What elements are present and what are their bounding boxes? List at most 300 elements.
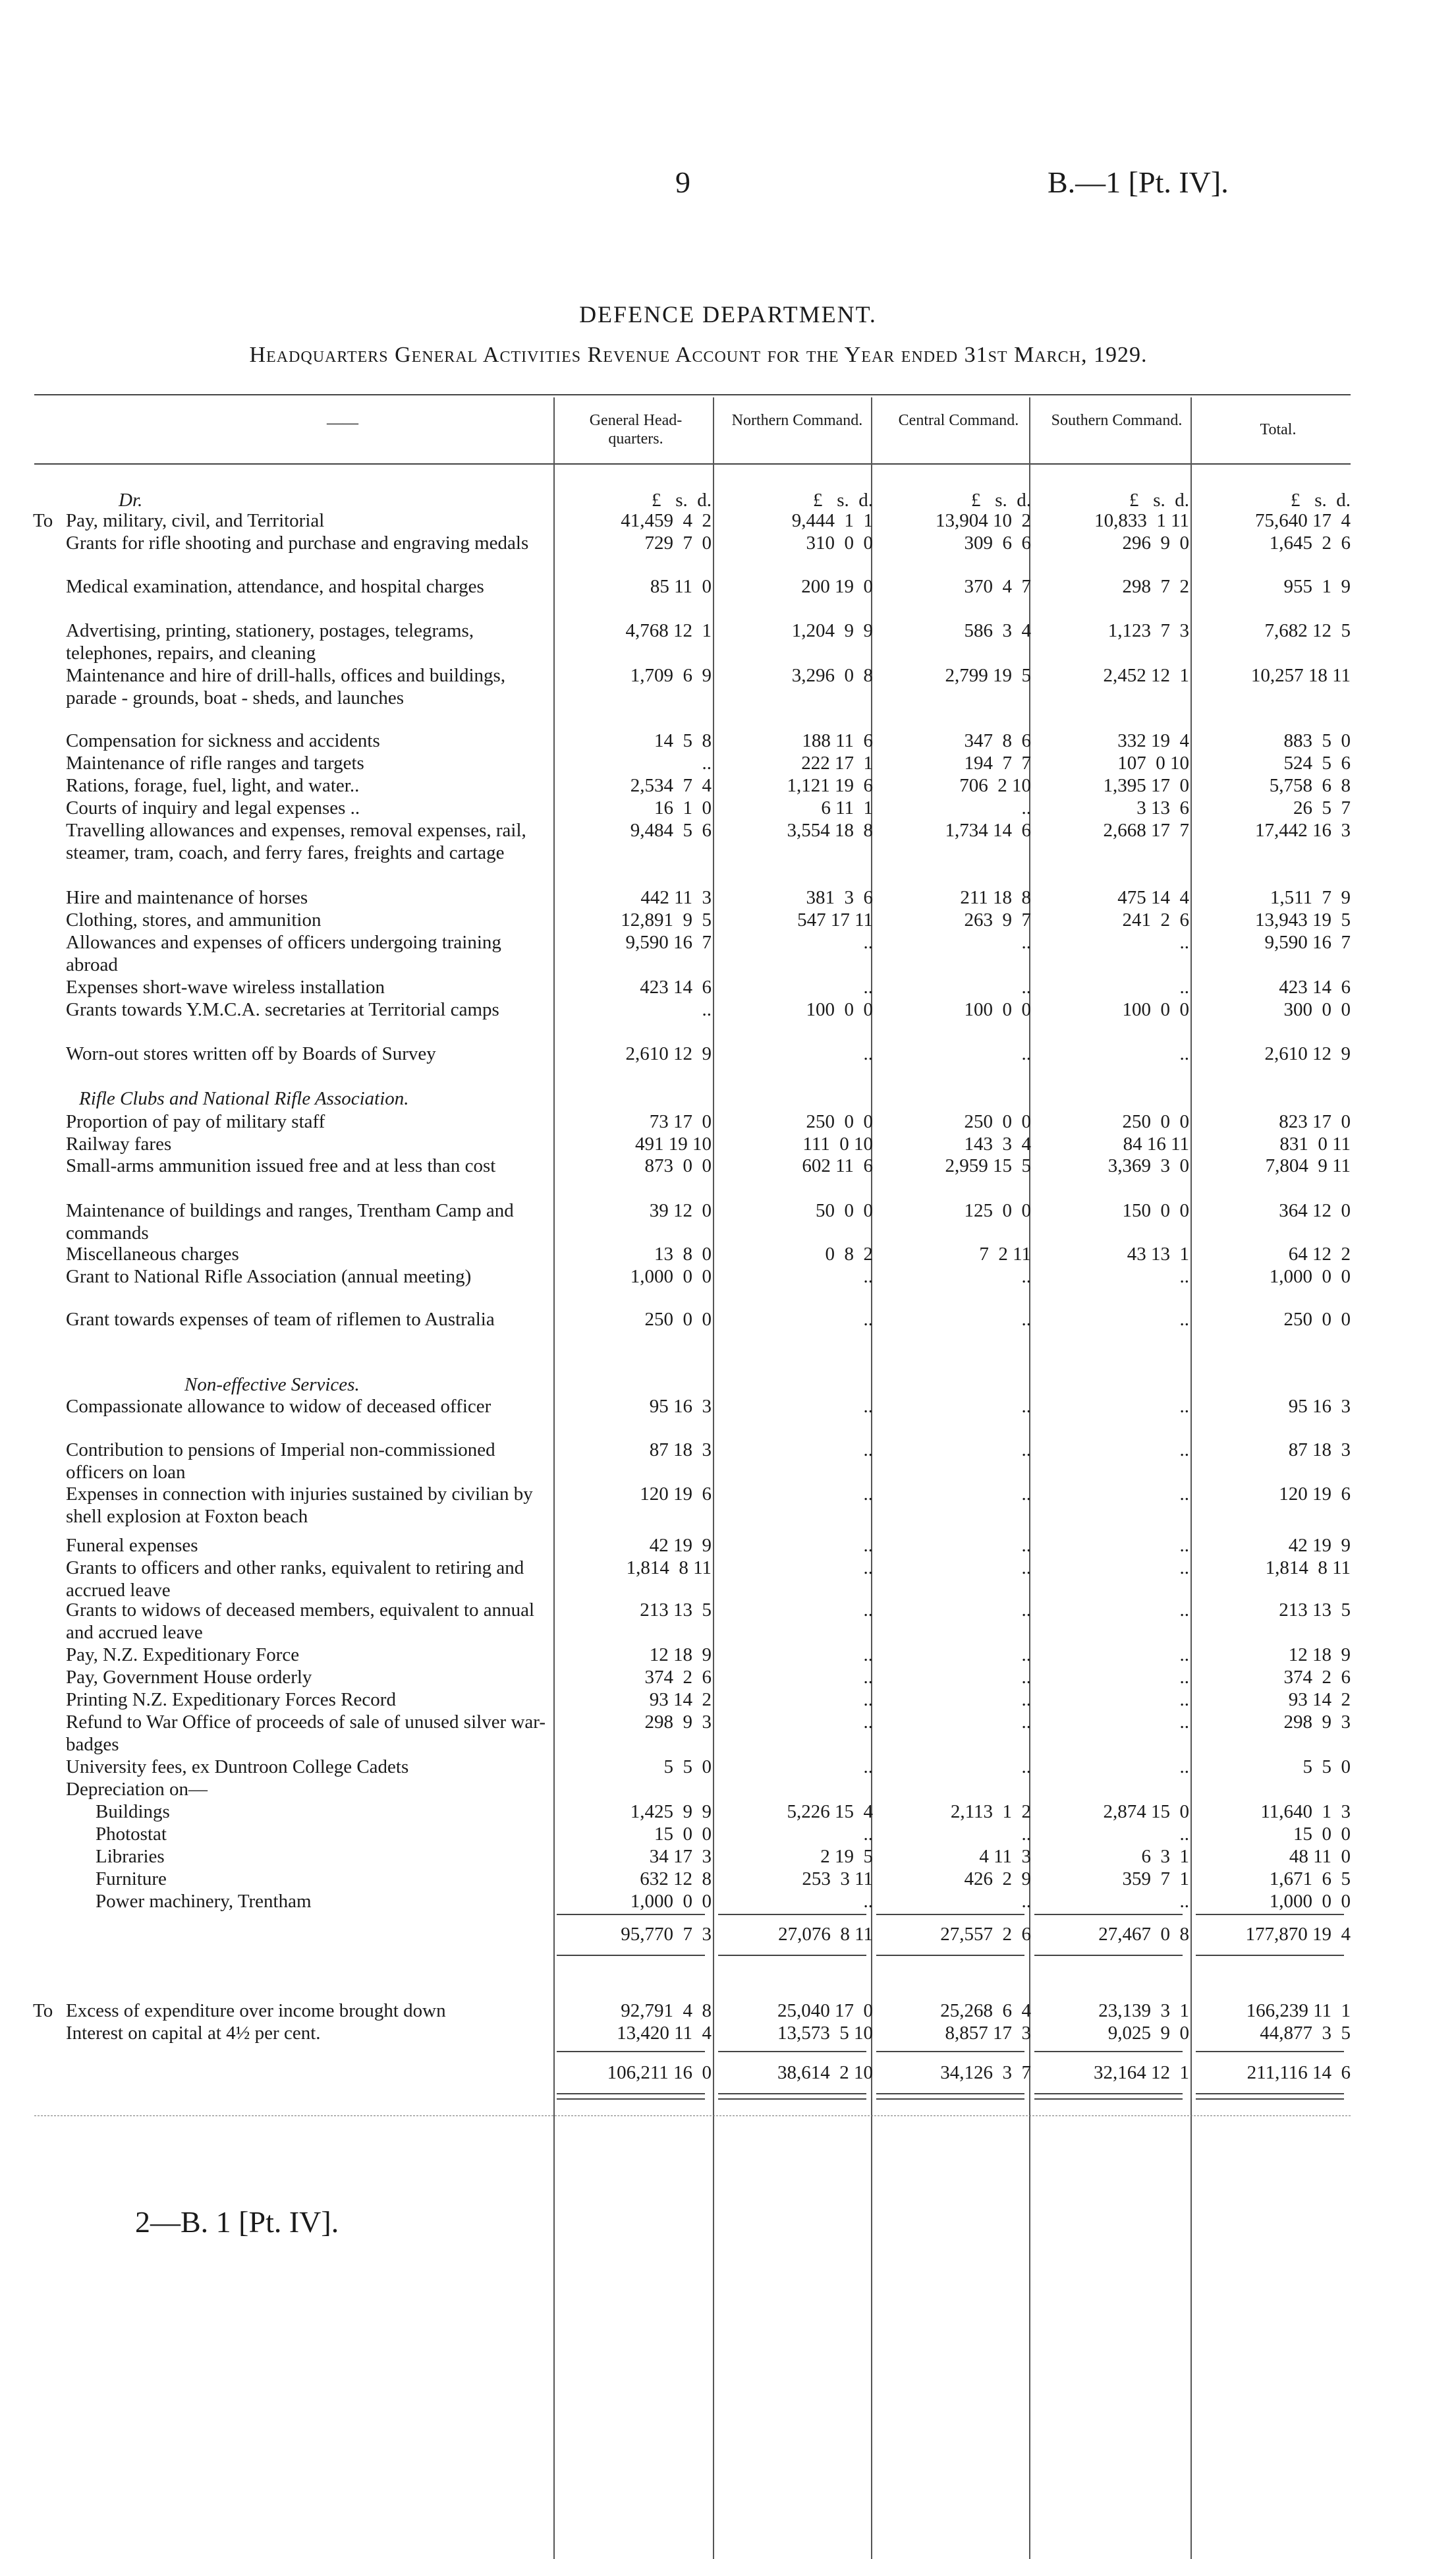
- cell-value: ..: [1179, 1689, 1189, 1710]
- cell-value: 2,534 7 4: [630, 775, 712, 796]
- cell-value: 491 19 10: [635, 1134, 712, 1155]
- units-label: £ s. d.: [1129, 490, 1189, 511]
- cell-value: 13 8 0: [654, 1244, 712, 1265]
- total-value: 106,211 16 0: [607, 2062, 712, 2083]
- cell-value: 250 0 0: [644, 1309, 712, 1330]
- page-title: DEFENCE DEPARTMENT.: [579, 301, 877, 328]
- total-value: 211,116 14 6: [1246, 2062, 1351, 2083]
- row-label: Funeral expenses: [66, 1535, 198, 1556]
- cell-value: 41,459 4 2: [621, 510, 712, 531]
- total-value: 38,614 2 10: [777, 2062, 873, 2083]
- cell-value: 111 0 10: [802, 1134, 873, 1155]
- cell-value: 1,645 2 6: [1269, 532, 1351, 554]
- cell-value: 10,257 18 11: [1250, 665, 1351, 686]
- cell-value: 87 18 3: [649, 1439, 712, 1460]
- subtotal-underline: [1196, 1955, 1344, 1956]
- cell-value: 3,296 0 8: [791, 665, 873, 686]
- cell-value: 13,573 5 10: [777, 2023, 873, 2044]
- cell-value: 883 5 0: [1283, 730, 1351, 751]
- subtotal-value: 177,870 19 4: [1245, 1924, 1351, 1945]
- cell-value: 5 5 0: [663, 1756, 712, 1777]
- dr-label: Dr.: [119, 490, 143, 511]
- cell-value: 2,874 15 0: [1103, 1801, 1189, 1822]
- subtotal-rule: [1034, 1914, 1183, 1915]
- cell-value: 475 14 4: [1117, 887, 1189, 908]
- cell-value: 1,671 6 5: [1269, 1868, 1351, 1889]
- cell-value: 85 11 0: [650, 576, 712, 597]
- cell-value: 42 19 9: [649, 1535, 712, 1556]
- cell-value: 120 19 6: [1279, 1483, 1351, 1505]
- cell-value: ..: [1179, 1824, 1189, 1845]
- cell-value: 100 0 0: [806, 999, 873, 1020]
- row-label: Medical examination, attendance, and hospital charges: [66, 576, 484, 597]
- row-label: Excess of expenditure over income brought down: [66, 2000, 446, 2021]
- col-divider: [1029, 397, 1030, 2559]
- row-label: Hire and maintenance of horses: [66, 887, 308, 908]
- row-label: Expenses in connection with injuries sustained by civilian by shell explosion at Foxton beach: [66, 1483, 533, 1527]
- cell-value: 5,758 6 8: [1269, 775, 1351, 796]
- cell-value: ..: [863, 1599, 873, 1621]
- section-heading-rifle: Rifle Clubs and National Rifle Association.: [79, 1088, 409, 1109]
- cell-value: 1,814 8 11: [626, 1557, 712, 1578]
- cell-value: ..: [863, 1266, 873, 1287]
- cell-value: 11,640 1 3: [1260, 1801, 1351, 1822]
- row-label: Interest on capital at 4½ per cent.: [66, 2023, 321, 2044]
- subtotal-value: 95,770 7 3: [621, 1924, 712, 1945]
- cell-value: 423 14 6: [1279, 977, 1351, 998]
- cell-value: 7,804 9 11: [1265, 1155, 1351, 1176]
- cell-value: 2,668 17 7: [1103, 820, 1189, 841]
- header-general-hq: General Head-quarters.: [589, 412, 683, 447]
- cell-value: 298 7 2: [1122, 576, 1189, 597]
- row-label: Contribution to pensions of Imperial non-commissioned officers on loan: [66, 1439, 495, 1483]
- cell-value: 524 5 6: [1283, 753, 1351, 774]
- cell-value: 250 0 0: [1283, 1309, 1351, 1330]
- cell-value: 423 14 6: [640, 977, 712, 998]
- cell-value: 100 0 0: [1122, 999, 1189, 1020]
- cell-value: 200 19 0: [801, 576, 873, 597]
- cell-value: ..: [1179, 1309, 1189, 1330]
- total-double-rule: [1196, 2098, 1344, 2100]
- cell-value: ..: [1021, 1266, 1031, 1287]
- table-bottom-rule: [34, 2115, 1351, 2116]
- cell-value: 25,268 6 4: [940, 2000, 1031, 2021]
- row-label: Buildings: [96, 1801, 170, 1822]
- total-rule: [1034, 2051, 1183, 2052]
- cell-value: 166,239 11 1: [1246, 2000, 1351, 2021]
- total-double-rule: [557, 2098, 705, 2100]
- units-label: £ s. d.: [812, 490, 873, 511]
- cell-value: ..: [863, 1824, 873, 1845]
- row-label: Refund to War Office of proceeds of sale of unused silver war-badges: [66, 1711, 546, 1755]
- cell-value: ..: [1021, 1824, 1031, 1845]
- cell-value: 3 13 6: [1136, 797, 1189, 819]
- row-label: Grants towards Y.M.C.A. secretaries at Territorial camps: [66, 999, 499, 1020]
- header-central: Central Command.: [898, 412, 1019, 429]
- total-value: 34,126 3 7: [940, 2062, 1031, 2083]
- row-label: Small-arms ammunition issued free and at less than cost: [66, 1155, 496, 1176]
- cell-value: 43 13 1: [1127, 1244, 1189, 1265]
- row-label: Compensation for sickness and accidents: [66, 730, 380, 751]
- cell-value: 1,709 6 9: [630, 665, 712, 686]
- cell-value: 1,814 8 11: [1265, 1557, 1351, 1578]
- row-label: Courts of inquiry and legal expenses ..: [66, 797, 360, 819]
- units-label: £ s. d.: [970, 490, 1031, 511]
- cell-value: ..: [1021, 1309, 1031, 1330]
- cell-value: 250 0 0: [806, 1111, 873, 1132]
- cell-value: 1,204 9 9: [791, 620, 873, 641]
- cell-value: 25,040 17 0: [777, 2000, 873, 2021]
- cell-value: ..: [863, 1483, 873, 1505]
- cell-value: 602 11 6: [802, 1155, 873, 1176]
- cell-value: 14 5 8: [654, 730, 712, 751]
- subtotal-value: 27,557 2 6: [940, 1924, 1031, 1945]
- cell-value: 2,799 19 5: [945, 665, 1031, 686]
- subtotal-underline: [718, 1955, 866, 1956]
- cell-value: 6 11 1: [821, 797, 873, 819]
- cell-value: 4 11 3: [979, 1846, 1031, 1867]
- cell-value: 7 2 11: [979, 1244, 1031, 1265]
- cell-value: 9,590 16 7: [1264, 932, 1351, 953]
- row-label: Pay, N.Z. Expeditionary Force: [66, 1644, 300, 1665]
- cell-value: 13,943 19 5: [1255, 909, 1351, 931]
- cell-value: 442 11 3: [640, 887, 712, 908]
- cell-value: ..: [1179, 1891, 1189, 1912]
- header-desc: ——: [327, 415, 358, 432]
- cell-value: 13,420 11 4: [617, 2023, 712, 2044]
- cell-value: ..: [1021, 1711, 1031, 1733]
- cell-value: ..: [863, 1043, 873, 1064]
- header-rule: [34, 463, 1351, 465]
- subtotal-underline: [876, 1955, 1024, 1956]
- cell-value: ..: [863, 1667, 873, 1688]
- cell-value: 300 0 0: [1283, 999, 1351, 1020]
- cell-value: 84 16 11: [1123, 1134, 1189, 1155]
- cell-value: 12,891 9 5: [621, 909, 712, 931]
- cell-value: 253 3 11: [802, 1868, 873, 1889]
- cell-value: 16 1 0: [654, 797, 712, 819]
- cell-value: 374 2 6: [1283, 1667, 1351, 1688]
- row-label: Power machinery, Trentham: [96, 1891, 312, 1912]
- total-double-rule: [718, 2098, 866, 2100]
- row-label: Maintenance of rifle ranges and targets: [66, 753, 364, 774]
- cell-value: 64 12 2: [1288, 1244, 1351, 1265]
- row-label: Advertising, printing, stationery, postages, telegrams, telephones, repairs, and cleaning: [66, 620, 474, 664]
- cell-value: 359 7 1: [1122, 1868, 1189, 1889]
- row-label: Miscellaneous charges: [66, 1244, 239, 1265]
- cell-value: ..: [1179, 1043, 1189, 1064]
- cell-value: 296 9 0: [1122, 532, 1189, 554]
- row-label: Compassionate allowance to widow of deceased officer: [66, 1396, 491, 1417]
- header-northern: Northern Command.: [731, 412, 863, 429]
- cell-value: 1,121 19 6: [787, 775, 873, 796]
- cell-value: 50 0 0: [816, 1200, 873, 1221]
- header-total: Total.: [1260, 421, 1297, 438]
- cell-value: 8,857 17 3: [945, 2023, 1031, 2044]
- col-divider: [553, 397, 555, 2559]
- cell-value: 23,139 3 1: [1098, 2000, 1189, 2021]
- cell-value: ..: [863, 1689, 873, 1710]
- cell-value: 100 0 0: [964, 999, 1031, 1020]
- cell-value: ..: [1179, 1711, 1189, 1733]
- cell-value: 95 16 3: [649, 1396, 712, 1417]
- cell-value: 39 12 0: [649, 1200, 712, 1221]
- cell-value: 9,590 16 7: [625, 932, 712, 953]
- page-number: 9: [675, 165, 690, 199]
- total-value: 32,164 12 1: [1094, 2062, 1189, 2083]
- cell-value: 213 13 5: [1279, 1599, 1351, 1621]
- cell-value: 2,113 1 2: [950, 1801, 1031, 1822]
- cell-value: ..: [863, 1309, 873, 1330]
- cell-value: ..: [1021, 1756, 1031, 1777]
- cell-value: 194 7 7: [964, 753, 1031, 774]
- row-label: Allowances and expenses of officers undergoing training abroad: [66, 932, 501, 975]
- cell-value: ..: [702, 999, 712, 1020]
- table-top-rule: [34, 394, 1351, 395]
- cell-value: ..: [1179, 1756, 1189, 1777]
- units-label: £ s. d.: [651, 490, 712, 511]
- cell-value: 1,511 7 9: [1270, 887, 1351, 908]
- subtotal-rule: [876, 1914, 1024, 1915]
- cell-value: 93 14 2: [649, 1689, 712, 1710]
- cell-value: ..: [1021, 932, 1031, 953]
- row-label: Pay, Government House orderly: [66, 1667, 312, 1688]
- cell-value: ..: [1179, 1483, 1189, 1505]
- cell-value: ..: [1179, 1644, 1189, 1665]
- row-label: Depreciation on—: [66, 1779, 208, 1800]
- cell-value: ..: [863, 932, 873, 953]
- cell-value: 241 2 6: [1122, 909, 1189, 931]
- cell-value: 2,452 12 1: [1103, 665, 1189, 686]
- cell-value: ..: [1179, 1439, 1189, 1460]
- cell-value: 87 18 3: [1288, 1439, 1351, 1460]
- cell-value: 5,226 15 4: [787, 1801, 873, 1822]
- cell-value: 1,000 0 0: [1269, 1266, 1351, 1287]
- cell-value: 12 18 9: [649, 1644, 712, 1665]
- cell-value: 1,000 0 0: [1269, 1891, 1351, 1912]
- cell-value: 310 0 0: [806, 532, 873, 554]
- cell-value: 955 1 9: [1283, 576, 1351, 597]
- row-label: Maintenance of buildings and ranges, Trentham Camp and commands: [66, 1200, 514, 1244]
- cell-value: 143 3 4: [964, 1134, 1031, 1155]
- total-double-rule: [718, 2093, 866, 2094]
- col-divider: [713, 397, 714, 2559]
- row-label: Printing N.Z. Expeditionary Forces Record: [66, 1689, 396, 1710]
- cell-value: 426 2 9: [964, 1868, 1031, 1889]
- row-label: Grant to National Rifle Association (annual meeting): [66, 1266, 472, 1287]
- cell-value: ..: [1021, 1396, 1031, 1417]
- subtotal-underline: [1034, 1955, 1183, 1956]
- row-label: Worn-out stores written off by Boards of Survey: [66, 1043, 436, 1064]
- cell-value: 873 0 0: [644, 1155, 712, 1176]
- cell-value: 120 19 6: [640, 1483, 712, 1505]
- cell-value: 2,610 12 9: [625, 1043, 712, 1064]
- cell-value: 6 3 1: [1141, 1846, 1189, 1867]
- cell-value: 706 2 10: [959, 775, 1031, 796]
- cell-value: ..: [863, 1535, 873, 1556]
- subtotal-value: 27,076 8 11: [778, 1924, 873, 1945]
- units-label: £ s. d.: [1290, 490, 1351, 511]
- cell-value: 729 7 0: [644, 532, 712, 554]
- cell-value: ..: [863, 977, 873, 998]
- cell-value: ..: [1021, 797, 1031, 819]
- col-divider: [871, 397, 872, 2559]
- subtotal-rule: [557, 1914, 705, 1915]
- cell-value: 34 17 3: [649, 1846, 712, 1867]
- cell-value: 5 5 0: [1302, 1756, 1351, 1777]
- cell-value: ..: [1179, 977, 1189, 998]
- to-prefix: To: [33, 2000, 53, 2021]
- cell-value: 3,554 18 8: [787, 820, 873, 841]
- cell-value: 7,682 12 5: [1264, 620, 1351, 641]
- cell-value: 188 11 6: [802, 730, 873, 751]
- row-label: Grant towards expenses of team of riflemen to Australia: [66, 1309, 495, 1330]
- cell-value: 1,734 14 6: [945, 820, 1031, 841]
- cell-value: 2,610 12 9: [1264, 1043, 1351, 1064]
- page-subtitle: Headquarters General Activities Revenue Account for the Year ended 31st March, 1929.: [249, 343, 1148, 367]
- cell-value: 9,444 1 1: [791, 510, 873, 531]
- subtotal-rule: [1196, 1914, 1344, 1915]
- cell-value: 9,025 9 0: [1107, 2023, 1189, 2044]
- row-label: Maintenance and hire of drill-halls, offices and buildings, parade - grounds, boat - sheds, and launches: [66, 665, 506, 708]
- cell-value: 332 19 4: [1117, 730, 1189, 751]
- cell-value: 125 0 0: [964, 1200, 1031, 1221]
- cell-value: 263 9 7: [964, 909, 1031, 931]
- cell-value: 44,877 3 5: [1260, 2023, 1351, 2044]
- cell-value: ..: [863, 1711, 873, 1733]
- cell-value: 831 0 11: [1279, 1134, 1351, 1155]
- cell-value: 93 14 2: [1288, 1689, 1351, 1710]
- to-prefix: To: [33, 510, 53, 531]
- row-label: Rations, forage, fuel, light, and water..: [66, 775, 360, 796]
- cell-value: 298 9 3: [1283, 1711, 1351, 1733]
- total-double-rule: [1034, 2098, 1183, 2100]
- cell-value: 15 0 0: [1293, 1824, 1351, 1845]
- row-label: Proportion of pay of military staff: [66, 1111, 325, 1132]
- cell-value: ..: [1021, 1439, 1031, 1460]
- cell-value: 823 17 0: [1279, 1111, 1351, 1132]
- cell-value: ..: [1021, 1483, 1031, 1505]
- row-label: University fees, ex Duntroon College Cadets: [66, 1756, 409, 1777]
- subtotal-underline: [557, 1955, 705, 1956]
- cell-value: 9,484 5 6: [630, 820, 712, 841]
- total-rule: [557, 2051, 705, 2052]
- cell-value: 347 8 6: [964, 730, 1031, 751]
- cell-value: 17,442 16 3: [1255, 820, 1351, 841]
- cell-value: ..: [1021, 1644, 1031, 1665]
- row-label: Grants to widows of deceased members, equivalent to annual and accrued leave: [66, 1599, 535, 1643]
- cell-value: 547 17 11: [797, 909, 873, 931]
- cell-value: 211 18 8: [960, 887, 1031, 908]
- row-label: Expenses short-wave wireless installation: [66, 977, 385, 998]
- cell-value: 92,791 4 8: [621, 2000, 712, 2021]
- cell-value: 2 19 5: [820, 1846, 873, 1867]
- page-reference: B.—1 [Pt. IV].: [1048, 165, 1229, 199]
- cell-value: 381 3 6: [806, 887, 873, 908]
- cell-value: 1,123 7 3: [1107, 620, 1189, 641]
- cell-value: ..: [1179, 1667, 1189, 1688]
- cell-value: 309 6 6: [964, 532, 1031, 554]
- cell-value: ..: [863, 1891, 873, 1912]
- cell-value: 107 0 10: [1117, 753, 1189, 774]
- cell-value: 150 0 0: [1122, 1200, 1189, 1221]
- cell-value: 250 0 0: [964, 1111, 1031, 1132]
- total-rule: [1196, 2051, 1344, 2052]
- cell-value: ..: [1021, 977, 1031, 998]
- cell-value: ..: [1021, 1599, 1031, 1621]
- cell-value: ..: [1179, 1599, 1189, 1621]
- cell-value: ..: [1179, 932, 1189, 953]
- row-label: Photostat: [96, 1824, 167, 1845]
- cell-value: 222 17 1: [801, 753, 873, 774]
- row-label: Travelling allowances and expenses, removal expenses, rail, steamer, tram, coach, and ferry fares, freights and cartage: [66, 820, 526, 863]
- subtotal-rule: [718, 1914, 866, 1915]
- section-heading-noneffective: Non-effective Services.: [184, 1374, 360, 1395]
- cell-value: 13,904 10 2: [936, 510, 1031, 531]
- cell-value: ..: [1021, 1535, 1031, 1556]
- cell-value: ..: [863, 1557, 873, 1578]
- cell-value: 10,833 1 11: [1094, 510, 1189, 531]
- cell-value: ..: [863, 1644, 873, 1665]
- cell-value: 364 12 0: [1279, 1200, 1351, 1221]
- row-label: Clothing, stores, and ammunition: [66, 909, 322, 931]
- total-rule: [718, 2051, 866, 2052]
- cell-value: ..: [1179, 1535, 1189, 1556]
- total-double-rule: [876, 2098, 1024, 2100]
- cell-value: 1,395 17 0: [1103, 775, 1189, 796]
- cell-value: ..: [1021, 1557, 1031, 1578]
- subtotal-value: 27,467 0 8: [1098, 1924, 1189, 1945]
- cell-value: 3,369 3 0: [1107, 1155, 1189, 1176]
- cell-value: 586 3 4: [964, 620, 1031, 641]
- cell-value: 4,768 12 1: [625, 620, 712, 641]
- cell-value: 298 9 3: [644, 1711, 712, 1733]
- cell-value: 370 4 7: [964, 576, 1031, 597]
- cell-value: 1,425 9 9: [630, 1801, 712, 1822]
- total-double-rule: [1034, 2093, 1183, 2094]
- total-double-rule: [876, 2093, 1024, 2094]
- row-label: Railway fares: [66, 1134, 172, 1155]
- cell-value: 250 0 0: [1122, 1111, 1189, 1132]
- cell-value: 95 16 3: [1288, 1396, 1351, 1417]
- cell-value: 1,000 0 0: [630, 1891, 712, 1912]
- cell-value: 48 11 0: [1289, 1846, 1351, 1867]
- row-label: Grants to officers and other ranks, equivalent to retiring and accrued leave: [66, 1557, 524, 1601]
- cell-value: ..: [1021, 1891, 1031, 1912]
- page-footer: 2—B. 1 [Pt. IV].: [135, 2205, 339, 2239]
- cell-value: ..: [1179, 1396, 1189, 1417]
- row-label: Furniture: [96, 1868, 167, 1889]
- row-label: Grants for rifle shooting and purchase and engraving medals: [66, 532, 529, 554]
- row-label: Libraries: [96, 1846, 165, 1867]
- cell-value: 75,640 17 4: [1255, 510, 1351, 531]
- cell-value: 632 12 8: [640, 1868, 712, 1889]
- col-divider: [1190, 397, 1192, 2559]
- cell-value: 42 19 9: [1288, 1535, 1351, 1556]
- cell-value: ..: [863, 1439, 873, 1460]
- cell-value: ..: [1021, 1043, 1031, 1064]
- cell-value: 0 8 2: [825, 1244, 873, 1265]
- cell-value: 1,000 0 0: [630, 1266, 712, 1287]
- cell-value: 213 13 5: [640, 1599, 712, 1621]
- cell-value: 374 2 6: [644, 1667, 712, 1688]
- header-southern: Southern Command.: [1051, 412, 1183, 429]
- cell-value: ..: [863, 1756, 873, 1777]
- cell-value: ..: [1179, 1266, 1189, 1287]
- cell-value: ..: [1021, 1689, 1031, 1710]
- cell-value: 12 18 9: [1288, 1644, 1351, 1665]
- total-rule: [876, 2051, 1024, 2052]
